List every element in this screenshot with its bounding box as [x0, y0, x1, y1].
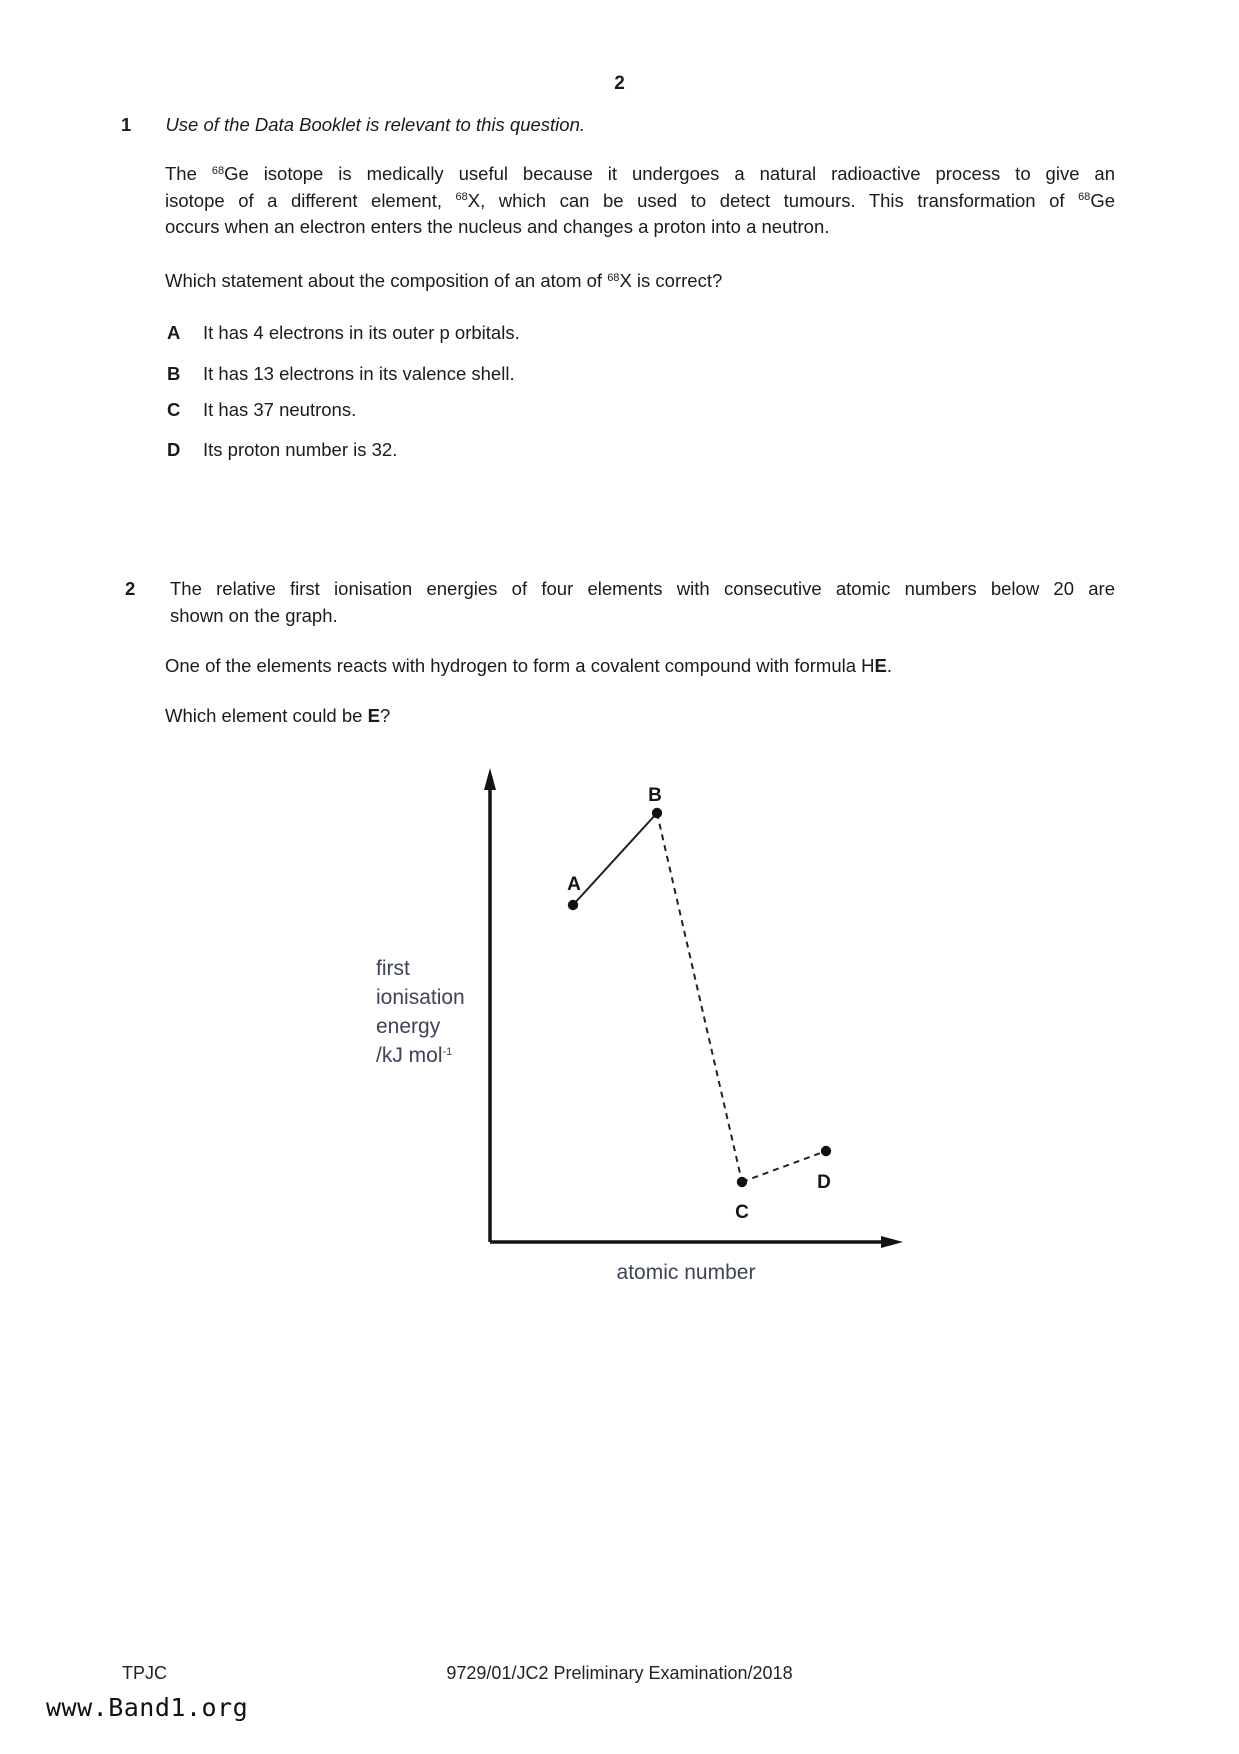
option-text-a: It has 4 electrons in its outer p orbitals. [203, 322, 520, 343]
q1-number: 1 [121, 114, 132, 135]
footer-exam-code: 9729/01/JC2 Preliminary Examination/2018 [446, 1663, 793, 1683]
option-letter-c: C [167, 399, 181, 420]
option-text-c: It has 37 neutrons. [203, 399, 357, 420]
point-label-A: A [567, 874, 581, 895]
x-axis-arrow-icon [881, 1236, 903, 1248]
text-line: The $^{68}$Ge isotope is medically useful because it undergoes a natural radioactive process to give an [165, 163, 1115, 184]
point-label-C: C [735, 1202, 749, 1223]
y-axis-label-line3: energy [376, 1015, 441, 1038]
footer-school: TPJC [122, 1663, 167, 1683]
q1-option-c [167, 397, 1067, 424]
option-letter-b: B [167, 363, 181, 384]
text-line: occurs when an electron enters the nucleus and changes a proton into a neutron. [165, 216, 830, 237]
q2-number: 2 [125, 578, 136, 599]
option-text-b: It has 13 electrons in its valence shell. [203, 363, 515, 384]
y-axis-label-line2: ionisation [376, 986, 465, 1009]
text-line: shown on the graph. [170, 604, 338, 626]
page-number: 2 [614, 73, 625, 94]
data-point-D [821, 1146, 831, 1156]
footer-watermark: www.Band1.org [46, 1693, 249, 1722]
x-axis-label: atomic number [616, 1261, 756, 1284]
y-axis-unit: /kJ mol$^{-1}$ [376, 1044, 453, 1067]
text-line: isotope of a different element, $^{68}$X, which can be used to detect tumours. This transformation of $^{68}$Ge [165, 189, 1115, 211]
option-text-d: Its proton number is 32. [203, 439, 398, 460]
q1-header [121, 112, 1121, 139]
point-label-B: B [648, 785, 662, 806]
option-letter-d: D [167, 439, 181, 460]
y-axis-label [376, 954, 465, 1070]
q1-option-d [167, 437, 1067, 464]
q1-question: Which statement about the composition of an atom of $^{68}$X is correct? [165, 270, 723, 291]
ionisation-energy-graph [330, 760, 930, 1320]
y-axis-label-line1: first [376, 957, 410, 980]
data-point-B [652, 808, 662, 818]
data-point-C [737, 1177, 747, 1187]
data-point-A [568, 900, 578, 910]
text-line: The relative first ionisation energies of four elements with consecutive atomic numbers below 20 are [170, 578, 1115, 599]
q1-option-b [167, 361, 1067, 388]
q2-question: Which element could be E? [165, 705, 391, 726]
series-segment-BC [657, 813, 742, 1182]
q1-option-a [167, 320, 1067, 347]
q2-statement: One of the elements reacts with hydrogen to form a covalent compound with formula HE. [165, 655, 893, 676]
series-segment-AB [573, 813, 657, 905]
point-label-D: D [817, 1172, 831, 1193]
series-segment-CD [742, 1151, 826, 1182]
q1-preamble: Use of the Data Booklet is relevant to this question. [165, 114, 586, 135]
option-letter-a: A [167, 322, 181, 343]
q1-paragraph [165, 161, 1115, 241]
q2-intro [170, 576, 1115, 629]
y-axis-arrow-icon [484, 768, 496, 790]
